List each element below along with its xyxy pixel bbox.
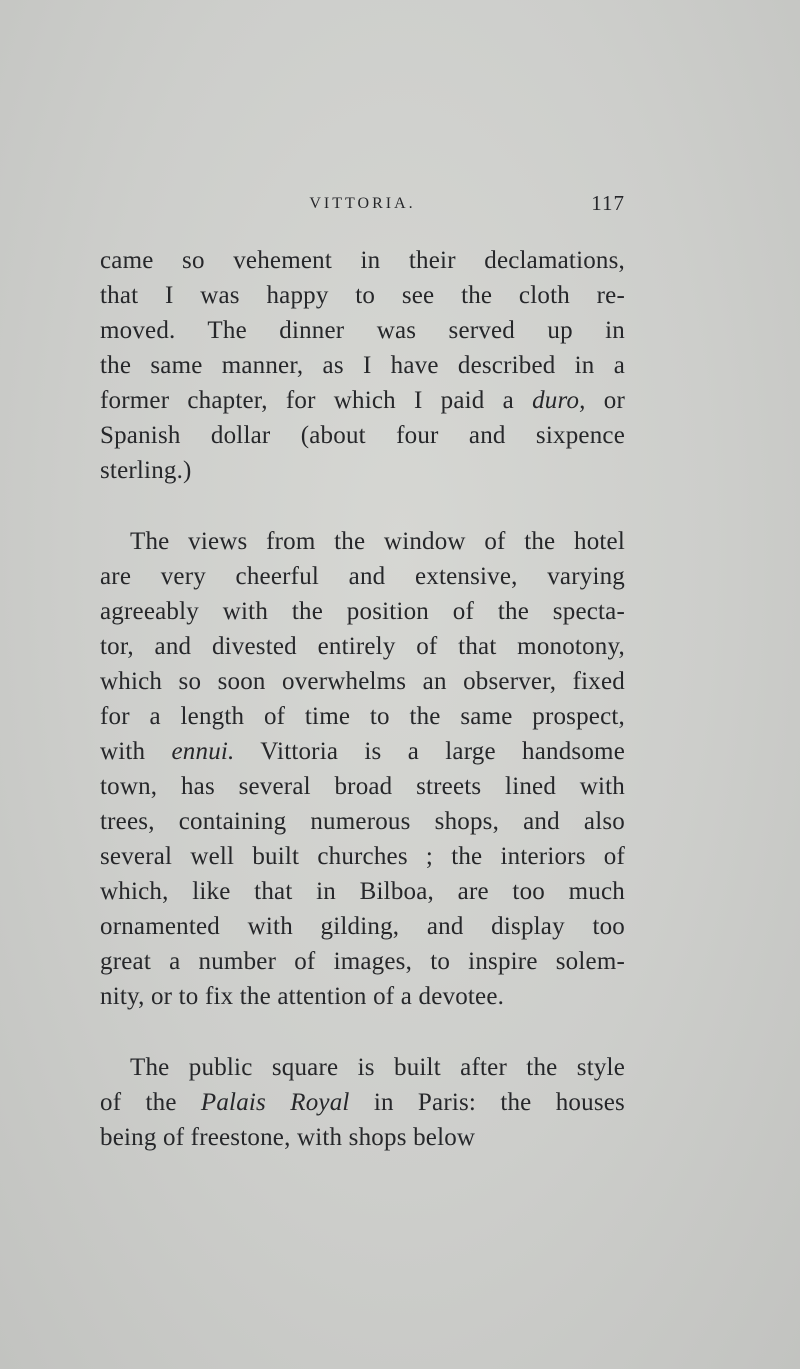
paragraph [100,243,625,488]
text-segment: nity, or to fix the attention of a devotee. [100,983,505,1010]
text-line [100,769,625,804]
text-segment: town, has several broad streets lined with [100,773,625,800]
text-segment: that I was happy to see the cloth re- [100,282,625,309]
text-line [100,839,625,874]
text-segment: of the [100,1089,201,1116]
text-line [100,418,625,453]
italic-text: duro, [532,387,586,414]
text-segment: are very cheerful and extensive, varying [100,563,625,590]
text-line [100,734,625,769]
text-line [100,1085,625,1120]
text-line [100,383,625,418]
text-line [100,594,625,629]
text-segment: former chapter, for which I paid a [100,387,533,414]
text-segment: being of freestone, with shops below [100,1124,476,1151]
text-line [100,453,625,488]
text-segment: The public square is built after the style [130,1054,625,1081]
paragraph [100,524,625,1014]
text-line [100,278,625,313]
text-segment: which, like that in Bilboa, are too much [100,878,625,905]
text-line [100,909,625,944]
paragraph-gap [100,1014,625,1050]
text-segment: came so vehement in their declamations, [100,247,625,274]
page-number: 117 [591,191,625,215]
paragraph-gap [100,488,625,524]
running-title: VITTORIA. [309,195,416,212]
text-line [100,874,625,909]
text-segment: trees, containing numerous shops, and also [100,808,625,835]
text-segment: the same manner, as I have described in a [100,352,625,379]
text-segment: ornamented with gilding, and display too [100,913,625,940]
text-line [100,348,625,383]
text-segment: several well built churches ; the interiors of [100,843,625,870]
text-segment: in Paris: the houses [349,1089,625,1116]
text-line [100,979,625,1014]
text-line [100,243,625,278]
italic-text: ennui. [171,738,235,765]
text-segment: great a number of images, to inspire solem- [100,948,625,975]
text-segment: or [585,387,625,414]
text-segment: with [100,738,172,765]
text-segment: Spanish dollar (about four and sixpence [100,422,625,449]
text-segment: tor, and divested entirely of that monotony, [100,633,625,660]
text-line [100,1050,625,1085]
running-head [100,189,625,219]
italic-text: Palais Royal [200,1089,350,1116]
text-line [100,524,625,559]
text-line [100,559,625,594]
text-segment: which so soon overwhelms an observer, fixed [100,668,625,695]
text-segment: moved. The dinner was served up in [100,317,625,344]
text-line [100,1120,625,1155]
text-line [100,944,625,979]
text-line [100,699,625,734]
paragraph [100,1050,625,1155]
text-segment: for a length of time to the same prospect, [100,703,625,730]
text-line [100,313,625,348]
text-segment: agreeably with the position of the specta- [100,598,625,625]
text-segment: sterling.) [100,457,192,484]
text-line [100,629,625,664]
text-line [100,804,625,839]
text-segment: Vittoria is a large handsome [234,738,625,765]
text-line [100,664,625,699]
text-segment: The views from the window of the hotel [130,528,625,555]
body-text [100,243,625,1155]
